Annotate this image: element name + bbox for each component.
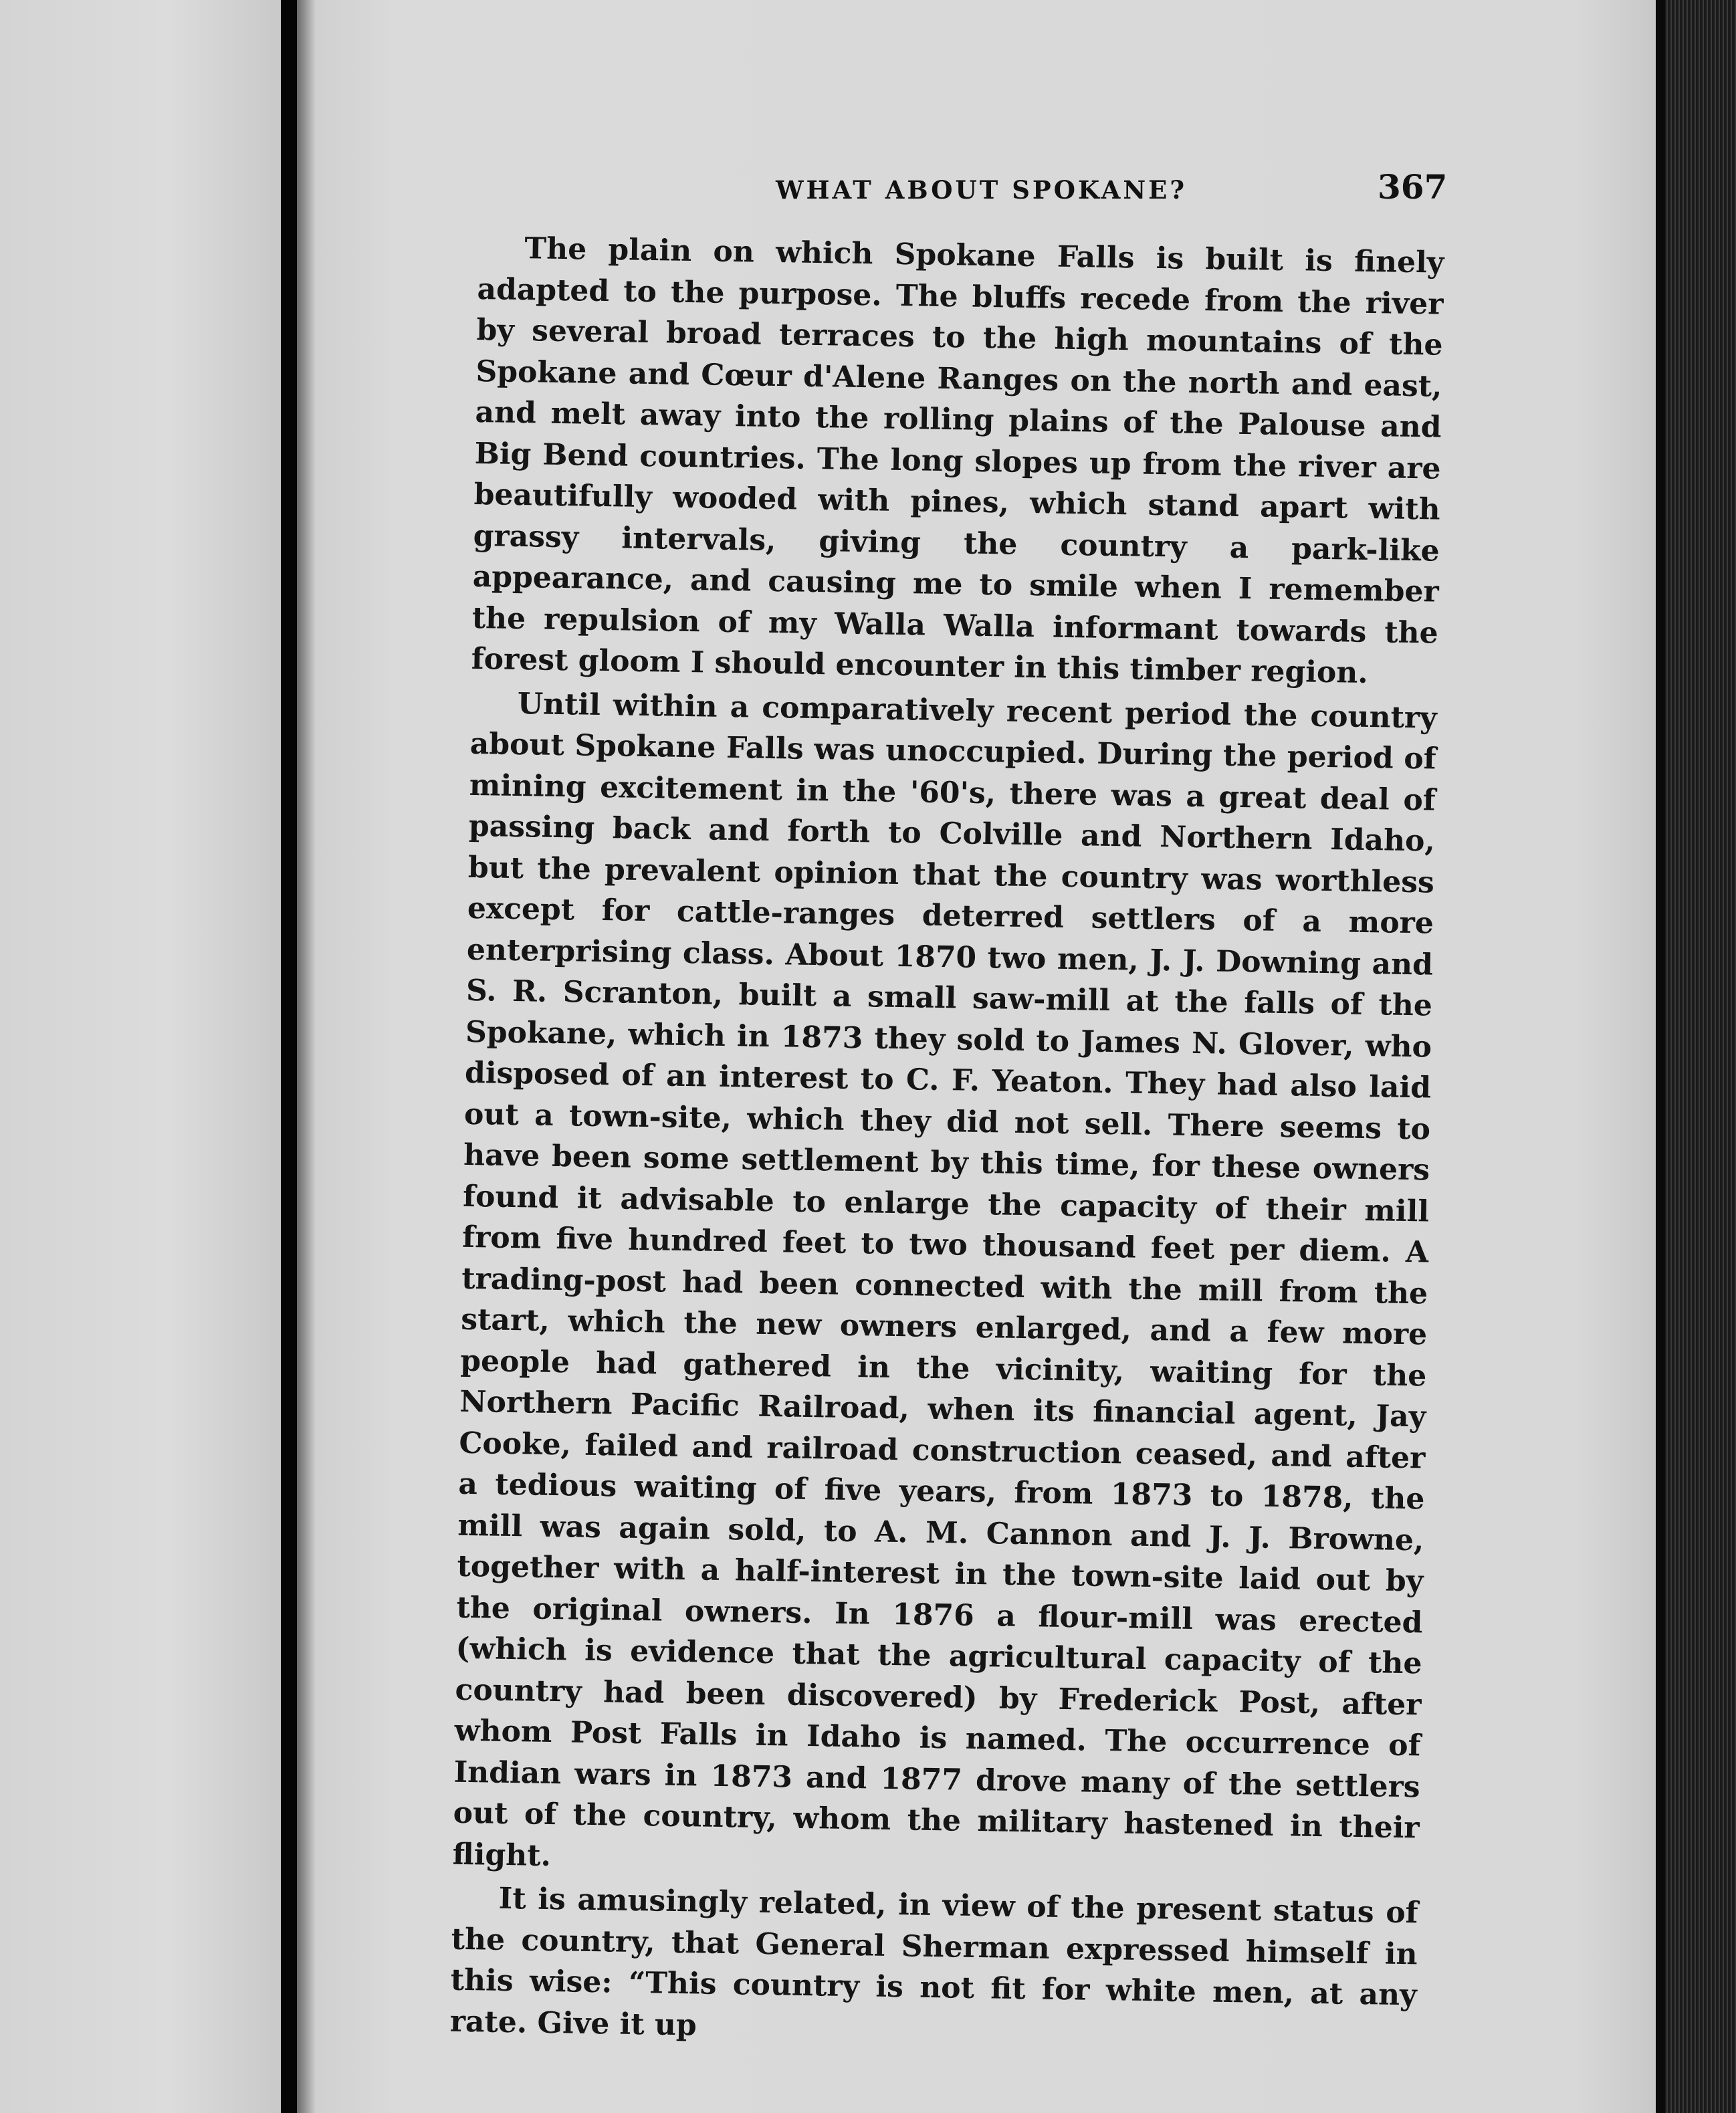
running-head: WHAT ABOUT SPOKANE?: [776, 175, 1188, 205]
page-edge-shadow: [1656, 0, 1665, 2113]
page-number: 367: [1378, 167, 1448, 207]
paragraph-3: It is amusingly related, in view of the present status of the country, that General Sherman expressed himself in this wise: “This country is not fit for white men, at any rate. Give it up: [449, 1881, 1418, 2042]
book-gutter: [281, 0, 297, 2113]
facing-page: [0, 0, 281, 2113]
gutter-shadow: [297, 0, 316, 2113]
body-text: [449, 227, 1444, 2057]
paragraph-1: The plain on which Spokane Falls is built is finely adapted to the purpose. The bluffs recede from the river by several broad terraces to the high mountains of the Spokane and Cœur d'Alene Ranges on the north and east, and melt away into the rolling plains of the Palouse and Big Bend countries. The long slopes up from the river are beautifully wooded with pines, which stand apart with grassy intervals, giving the country a park-like appearance, and causing me to smile when I remember the repulsion of my Walla Walla informant towards the forest gloom I should encounter in this timber region.: [471, 231, 1444, 690]
paragraph-2: Until within a comparatively recent period the country about Spokane Falls was unoccupied. During the period of mining excitement in the '60's, there was a great deal of passing back and forth to Colville and Northern Idaho, but the prevalent opinion that the country was worthless except for cattle-ranges deterred settlers of a more enterprising class. About 1870 two men, J. J. Downing and S. R. Scranton, built a small saw-mill at the falls of the Spokane, which in 1873 they sold to James N. Glover, who disposed of an interest to C. F. Yeaton. They had also laid out a town-site, which they did not sell. There seems to have been some settlement by this time, for these owners found it advisable to enlarge the capacity of their mill from five hundred feet to two thousand feet per diem. A trading-post had been connected with the mill from the start, which the new owners enlarged, and a few more people had gathered in the vicinity, waiting for the Northern Pacific Railroad, when its financial agent, Jay Cooke, failed and railroad construction ceased, and after a tedious waiting of five years, from 1873 to 1878, the mill was again sold, to A. M. Cannon and J. J. Browne, together with a half-interest in the town-site laid out by the original owners. In 1876 a flour-mill was erected (which is evidence that the agricultural capacity of the country had been discovered) by Frederick Post, after whom Post Falls in Idaho is named. The occurrence of Indian wars in 1873 and 1877 drove many of the settlers out of the country, whom the military hastened in their flight.: [452, 686, 1438, 1873]
page-edges: [1656, 0, 1736, 2113]
